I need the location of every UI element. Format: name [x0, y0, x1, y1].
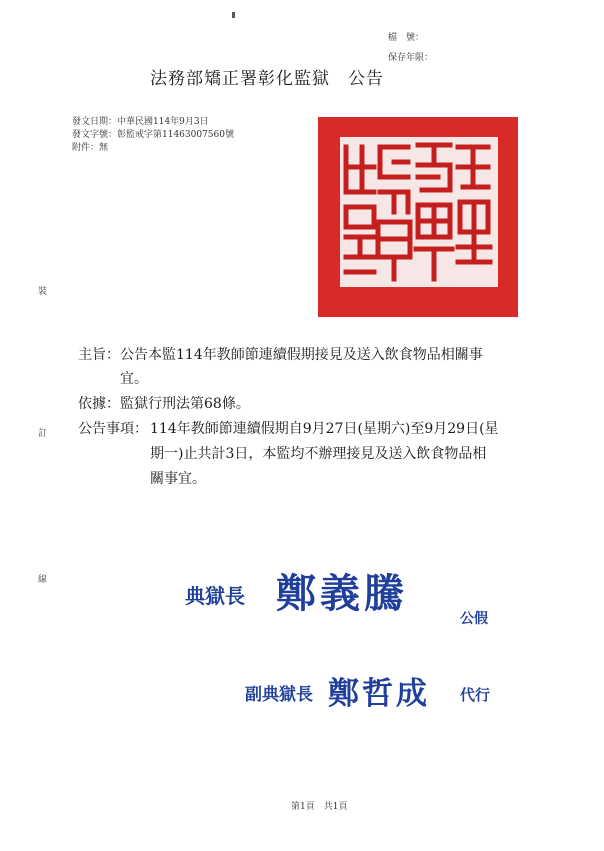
subject-label: 主旨： [78, 347, 120, 363]
items-text-line1: 114年教師節連續假期自9月27日(星期六)至9月29日(星 [150, 421, 499, 437]
deputy-title: 副典獄長 [245, 685, 313, 705]
retention-period-label: 保存年限： [388, 53, 434, 63]
items-text-line3: 關事宜。 [150, 471, 206, 487]
basis-label: 依據： [78, 396, 120, 412]
subject-text-line1: 公告本監114年教師節連續假期接見及送入飲食物品相關事 [120, 347, 483, 363]
deputy-name: 鄭哲成 [328, 676, 430, 712]
items-label: 公告事項： [78, 421, 148, 437]
file-number-label: 檔 號： [388, 33, 425, 43]
warden-leave-note: 公假 [460, 611, 488, 627]
attachment-line: 附件：無 [72, 143, 109, 153]
items-text-line2: 期一)止共計3日，本監均不辦理接見及送入飲食物品相 [150, 446, 487, 462]
warden-title: 典獄長 [185, 584, 245, 608]
binding-mark-top: 裝 [38, 287, 48, 297]
basis-text: 監獄行刑法第68條。 [120, 396, 250, 412]
official-seal [318, 117, 518, 317]
binding-mark-bottom: 線 [38, 575, 48, 585]
page-number: 第1頁 共1頁 [291, 802, 348, 812]
deputy-acting-note: 代行 [460, 686, 491, 704]
binding-mark-middle: 訂 [38, 429, 48, 439]
issue-date: 發文日期：中華民國114年9月3日 [72, 117, 209, 127]
subject-text-line2: 宜。 [120, 371, 148, 387]
document-title: 法務部矯正署彰化監獄 公告 [150, 69, 384, 89]
warden-name: 鄭義騰 [276, 570, 408, 617]
scan-mark [232, 12, 235, 18]
document-number: 發文字號：彰監戒字第11463007560號 [72, 130, 234, 140]
